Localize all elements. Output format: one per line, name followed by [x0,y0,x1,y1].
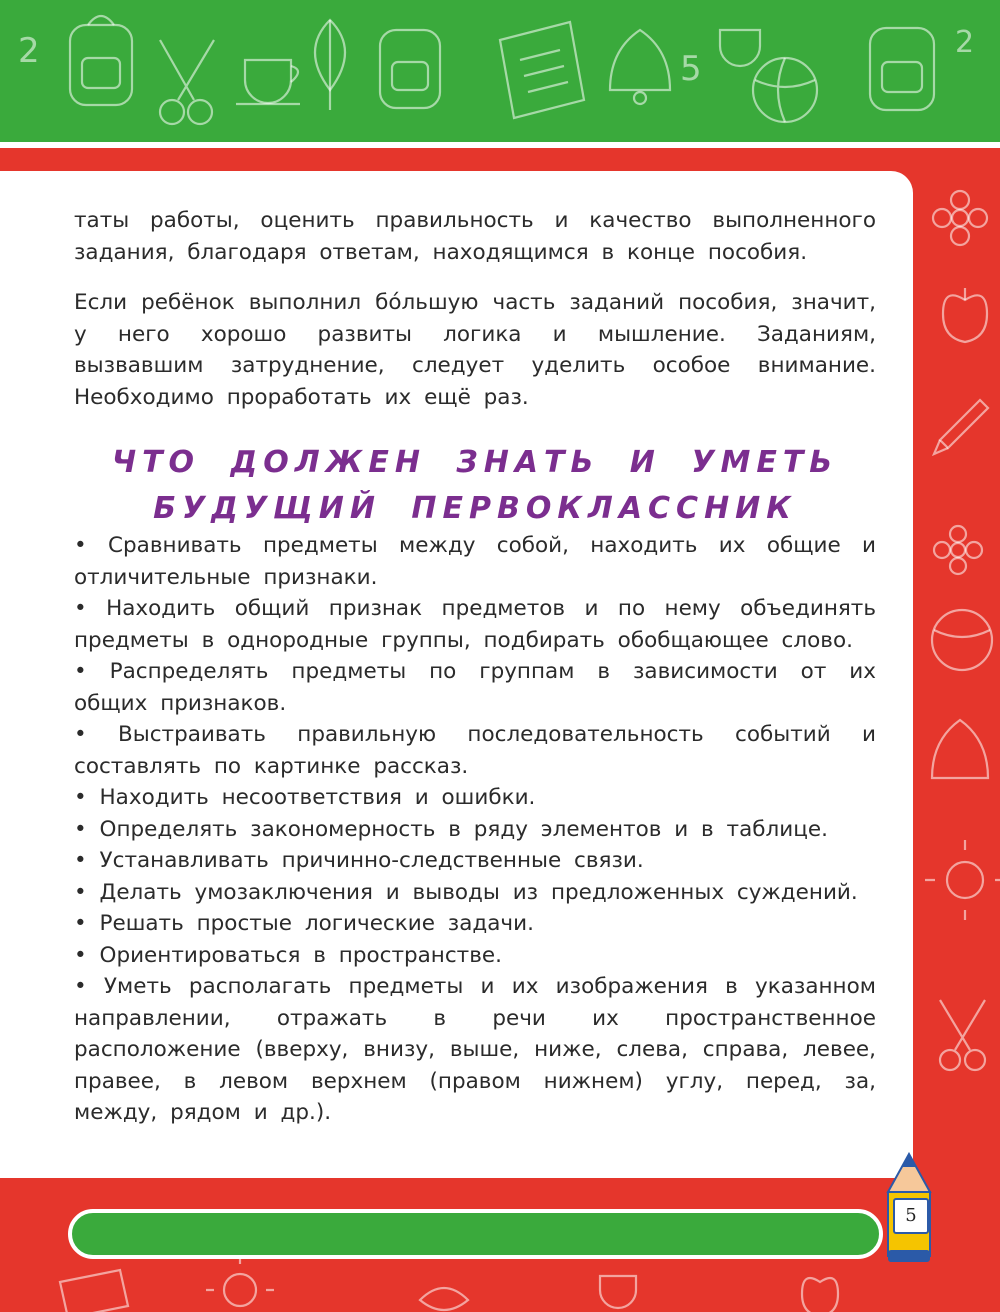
page-number: 5 [893,1198,929,1234]
section-heading-line-1: ЧТО ДОЛЖЕН ЗНАТЬ И УМЕТЬ [111,445,839,480]
list-item: • Устанавливать причинно-следственные связи. [74,848,644,873]
top-green-band [0,0,1000,142]
footer-green-bar [68,1209,883,1259]
list-item: • Определять закономерность в ряду элементов и в таблице. [74,816,828,842]
svg-text:5: 5 [680,49,702,89]
paragraph-advice-text: Если ребёнок выполнил бóльшую часть заданий пособия, значит, у него хорошо развиты логика и мышление. Заданиям, вызвавшим затруднение, следует уделить особое внимание. Необходимо проработать их ещё раз. [74,290,876,410]
paragraph-advice [74,287,876,413]
list-item: • Делать умозаключения и выводы из предложенных суждений. [74,879,858,905]
svg-text:2: 2 [18,31,40,71]
list-item: • Сравнивать предметы между собой, находить их общие и отличительные признаки. [74,533,876,590]
list-item: • Ориентироваться в пространстве. [74,942,502,968]
list-item: • Выстраивать правильную последовательность событий и составлять по картинке рассказ. [74,722,876,779]
list-item: • Находить общий признак предметов и по нему объединять предметы в однородные группы, подбирать обобщающее слово. [74,596,876,653]
paragraph-results [74,205,876,268]
skills-list [74,530,876,1129]
list-item: • Решать простые логические задачи. [74,911,534,936]
svg-text:2: 2 [955,25,975,60]
list-item: • Находить несоответствия и ошибки. [74,785,536,810]
list-item: • Распределять предметы по группам в зависимости от их общих признаков. [74,659,876,716]
paragraph-results-text: таты работы, оценить правильность и качество выполненного задания, благодаря ответам, находящимся в конце пособия. [74,208,876,265]
list-item: • Уметь располагать предметы и их изображения в указанном направлении, отражать в речи их пространственное расположение (вверху, внизу, выше, ниже, слева, справа, левее, правее, в левом верхнем (правом нижнем) углу, перед, за, между, рядом и др.). [74,974,876,1125]
section-heading-line-2: БУДУЩИЙ ПЕРВОКЛАССНИК [153,491,797,526]
section-heading [74,440,876,532]
